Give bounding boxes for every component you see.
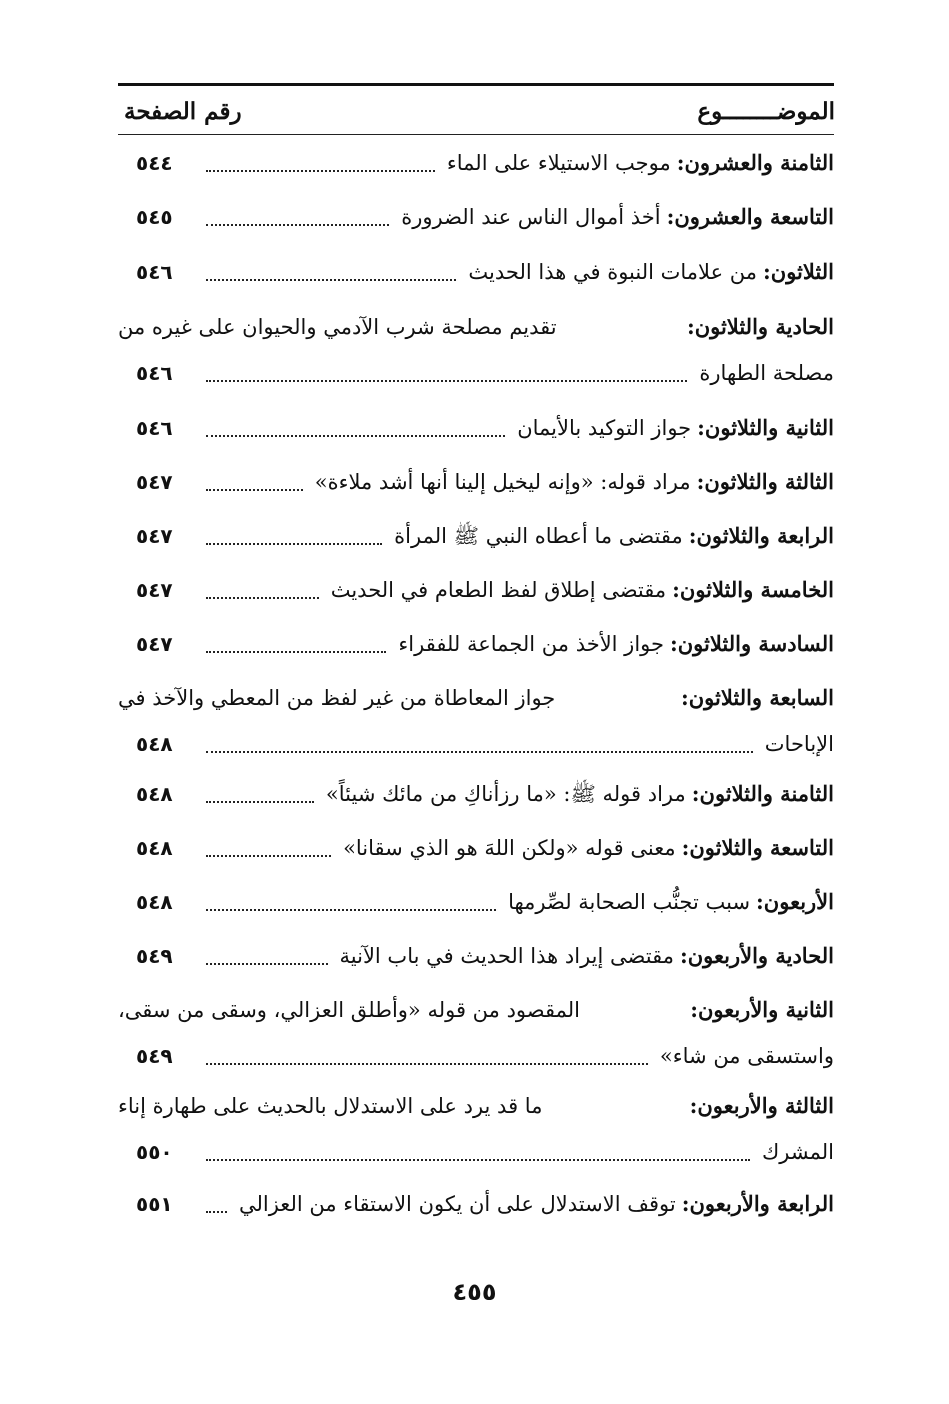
toc-entry	[118, 140, 834, 186]
toc-entry-text: مراد قوله ﷺ: «ما رزأناكِ من مائك شيئاً»	[325, 782, 686, 806]
toc-entry	[118, 567, 834, 613]
toc-page-number: ٥٤٧	[136, 578, 173, 602]
dot-leader	[206, 435, 505, 437]
toc-entry-line	[118, 1033, 834, 1079]
toc-entry-line	[118, 621, 834, 667]
toc-entry-text: توقف الاستدلال على أن يكون الاستقاء من العزالي	[238, 1192, 676, 1216]
toc-entry-line	[118, 1129, 834, 1175]
toc-page-number: ٥٤٦	[136, 260, 173, 284]
toc-entry-text: المشرك	[761, 1140, 834, 1164]
dot-leader	[206, 751, 753, 753]
toc-entry-text: معنى قوله «ولكن اللهَ هو الذي سقانا»	[343, 836, 676, 860]
toc-entry-label: الثالثة والثلاثون:	[696, 469, 834, 494]
toc-page-number: ٥٤٤	[136, 151, 173, 175]
toc-page-number: ٥٤٧	[136, 524, 173, 548]
toc-entry-label: الرابعة والثلاثون:	[688, 523, 834, 548]
toc-page-number: ٥٤٩	[136, 944, 173, 968]
toc-entry	[118, 1181, 834, 1227]
toc-entry-text: جواز التوكيد بالأيمان	[517, 416, 692, 440]
toc-entry-label: الثامنة والثلاثون:	[691, 781, 834, 806]
toc-entry-label: الثالثة والأربعون:	[689, 1093, 834, 1118]
toc-page-number: ٥٥١	[136, 1192, 173, 1216]
toc-entry-text: سبب تجنُّب الصحابة لصِّرمها	[508, 890, 751, 914]
toc-entry-text: الإباحات	[764, 732, 834, 756]
toc-entry-text: مقتضى ما أعطاه النبي ﷺ المرأة	[394, 524, 683, 548]
toc-entry-label: الثامنة والعشرون:	[676, 150, 834, 175]
toc-entry-line	[118, 987, 834, 1033]
toc-entry-text: تقديم مصلحة شرب الآدمي والحيوان على غيره من	[118, 315, 557, 339]
toc-entry	[118, 987, 834, 1079]
toc-entry-text: من علامات النبوة في هذا الحديث	[468, 260, 758, 284]
toc-entry-text: مقتضى إطلاق لفظ الطعام في الحديث	[330, 578, 667, 602]
toc-entry-line	[118, 194, 834, 240]
toc-entry-label: التاسعة والعشرون:	[666, 204, 834, 229]
toc-entry	[118, 675, 834, 767]
toc-entry	[118, 249, 834, 295]
page-folio: ٤٥٥	[452, 1278, 497, 1306]
toc-entry	[118, 513, 834, 559]
dot-leader	[206, 651, 386, 653]
dot-leader	[206, 909, 496, 911]
toc-page-number: ٥٤٩	[136, 1044, 173, 1068]
toc-page-number: ٥٤٨	[136, 836, 173, 860]
toc-entry-label: السابعة والثلاثون:	[680, 685, 834, 710]
toc-entry	[118, 771, 834, 817]
dot-leader	[206, 1063, 648, 1065]
dot-leader	[206, 224, 389, 226]
toc-entry	[118, 459, 834, 505]
toc-page-number: ٥٤٨	[136, 890, 173, 914]
toc-entry-text: جواز المعاطاة من غير لفظ من المعطي والآخذ في	[118, 686, 556, 710]
toc-entry	[118, 933, 834, 979]
toc-entry-line	[118, 304, 834, 350]
toc-entry-text: جواز الأخذ من الجماعة للفقراء	[398, 632, 664, 656]
topic-column-header: الموضــــــــوع	[697, 98, 835, 125]
toc-entry-label: التاسعة والثلاثون:	[681, 835, 834, 860]
toc-entry	[118, 879, 834, 925]
toc-entry-line	[118, 405, 834, 451]
toc-page-number: ٥٤٧	[136, 470, 173, 494]
dot-leader	[206, 855, 331, 857]
toc-entry	[118, 405, 834, 451]
dot-leader	[206, 170, 435, 172]
toc-entry-line	[118, 459, 834, 505]
toc-entry-line	[118, 721, 834, 767]
toc-entry-line	[118, 140, 834, 186]
toc-page-number: ٥٤٨	[136, 782, 173, 806]
toc-entry-text: ما قد يرد على الاستدلال بالحديث على طهارة إناء	[118, 1094, 543, 1118]
toc-entry-line	[118, 1083, 834, 1129]
toc-entry-line	[118, 879, 834, 925]
toc-entry-label: الخامسة والثلاثون:	[672, 577, 834, 602]
toc-entry-label: السادسة والثلاثون:	[670, 631, 834, 656]
dot-leader	[206, 489, 303, 491]
toc-page-number: ٥٤٨	[136, 732, 173, 756]
toc-entry-label: الثانية والثلاثون:	[697, 415, 834, 440]
toc-entry-label: الحادية والأربعون:	[679, 943, 834, 968]
page-number-column-header: رقم الصفحة	[124, 98, 242, 125]
toc-page-number: ٥٤٥	[136, 205, 173, 229]
dot-leader	[206, 1159, 750, 1161]
toc-entry	[118, 194, 834, 240]
toc-page-number: ٥٥٠	[136, 1140, 173, 1164]
toc-entry-label: الحادية والثلاثون:	[686, 314, 834, 339]
toc-entry-text: مقتضى إيراد هذا الحديث في باب الآنية	[339, 944, 674, 968]
toc-entry-line	[118, 249, 834, 295]
toc-entry-text: المقصود من قوله «وأطلق العزالي، وسقى من سقى،	[118, 998, 580, 1022]
toc-page-number: ٥٤٦	[136, 361, 173, 385]
toc-entry	[118, 1083, 834, 1175]
toc-entry-line	[118, 771, 834, 817]
toc-entry	[118, 304, 834, 396]
toc-page-number: ٥٤٦	[136, 416, 173, 440]
toc-entry-label: الثلاثون:	[763, 259, 834, 284]
toc-entry-line	[118, 933, 834, 979]
toc-entry-label: الرابعة والأربعون:	[681, 1191, 834, 1216]
toc-entry	[118, 825, 834, 871]
toc-entry-line	[118, 567, 834, 613]
toc-entry-text: مصلحة الطهارة	[699, 361, 834, 385]
toc-entry-label: الثانية والأربعون:	[690, 997, 834, 1022]
dot-leader	[206, 1211, 227, 1213]
toc-entry-text: واستسقى من شاء»	[659, 1044, 834, 1068]
toc-entry-text: أخذ أموال الناس عند الضرورة	[401, 205, 661, 229]
toc-entry-line	[118, 675, 834, 721]
dot-leader	[206, 543, 382, 545]
dot-leader	[206, 597, 319, 599]
dot-leader	[206, 380, 687, 382]
dot-leader	[206, 279, 456, 281]
toc-entry-line	[118, 1181, 834, 1227]
toc-entry-text: مراد قوله: «وإنه ليخيل إلينا أنها أشد ملاءة»	[314, 470, 691, 494]
toc-entry-text: موجب الاستيلاء على الماء	[446, 151, 671, 175]
toc-entry-line	[118, 513, 834, 559]
toc-entry-line	[118, 825, 834, 871]
toc-entry	[118, 621, 834, 667]
dot-leader	[206, 963, 328, 965]
toc-page-number: ٥٤٧	[136, 632, 173, 656]
toc-entry-line	[118, 350, 834, 396]
toc-entry-label: الأربعون:	[756, 889, 834, 914]
dot-leader	[206, 801, 314, 803]
